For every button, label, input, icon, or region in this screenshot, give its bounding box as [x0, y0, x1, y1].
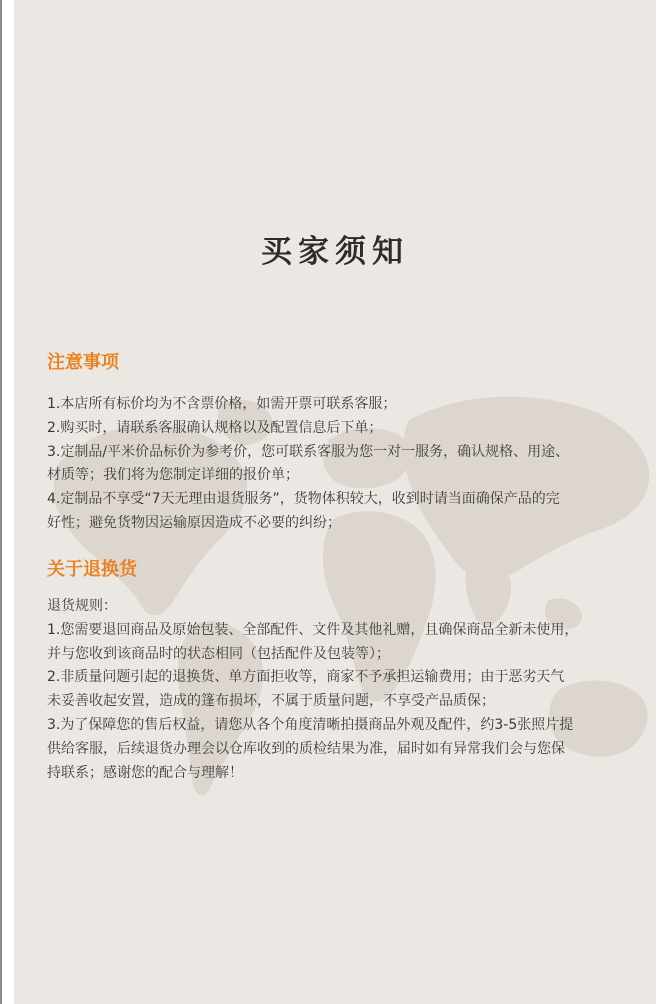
notes-line: 好性；避免货物因运输原因造成不必要的纠纷；	[47, 514, 341, 531]
notes-line: 材质等；我们将为您制定详细的报价单；	[47, 467, 299, 484]
returns-line: 退货规则：	[47, 598, 117, 614]
notes-list	[47, 393, 637, 536]
notes-line: 4.定制品不享受“7天无理由退货服务”，货物体积较大，收到时请当面确保产品的完	[47, 491, 560, 508]
returns-list	[47, 595, 637, 785]
returns-line: 2.非质量问题引起的退换货、单方面拒收等，商家不予承担运输费用；由于恶劣天气	[47, 669, 565, 686]
returns-line: 供给客服，后续退货办理会以仓库收到的质检结果为准，届时如有异常我们会与您保	[47, 740, 565, 757]
returns-line: 并与您收到该商品时的状态相同（包括配件及包装等）；	[47, 645, 390, 662]
returns-line: 持联系；感谢您的配合与理解！	[47, 764, 243, 781]
notes-heading: 注意事项	[47, 352, 119, 373]
returns-line: 1.您需要退回商品及原始包装、全部配件、文件及其他礼赠，且确保商品全新未使用，	[47, 621, 579, 638]
notes-line: 1.本店所有标价均为不含票价格，如需开票可联系客服；	[47, 396, 397, 412]
page-title: 买家须知	[261, 234, 409, 270]
notes-line: 2.购买时，请联系客服确认规格以及配置信息后下单；	[47, 419, 383, 436]
returns-heading: 关于退换货	[47, 559, 137, 580]
returns-line: 未妥善收起安置，造成的篷布损坏，不属于质量问题，不享受产品质保；	[47, 693, 495, 710]
notes-line: 3.定制品/平米价品标价为参考价，您可联系客服为您一对一服务，确认规格、用途、	[47, 443, 570, 460]
notice-panel	[14, 0, 656, 1004]
returns-line: 3.为了保障您的售后权益，请您从各个角度清晰拍摄商品外观及配件，约3-5张照片提	[47, 716, 574, 733]
left-border-line	[0, 0, 2, 1004]
